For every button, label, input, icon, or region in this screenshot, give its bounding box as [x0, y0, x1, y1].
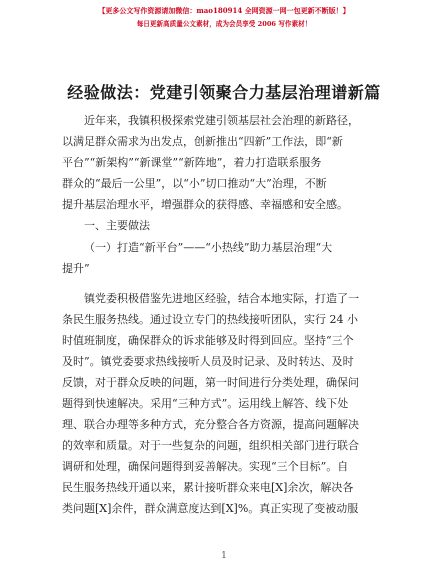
page-number: 1 — [221, 551, 227, 561]
body-line: 理、联合办理等多种方式，充分整合各方资源，提高问题解决 — [62, 418, 359, 431]
body-line: 条民生服务热线。通过设立专门的热线接听团队，实行 24 小 — [62, 313, 358, 326]
body-line: 反馈，对于群众反映的问题，第一时间进行分类处理，确保问 — [62, 376, 359, 389]
body-line: 题得到快速解决。采用“三种方式”。运用线上解答、线下处 — [62, 397, 349, 410]
promo-banner-line-1: 【更多公文写作资源请加微信：mao180914 全网资源一网一包更新不断版！】 — [98, 6, 350, 15]
subsection-heading: （一）打造“新平台”——“小热线”助力基层治理“大 — [84, 241, 333, 254]
body-line: 调研和处理，确保问题得到妥善解决。实现“三个目标”。自 — [62, 460, 349, 473]
body-line: 的效率和质量。对于一些复杂的问题，组织相关部门进行联合 — [62, 439, 359, 452]
body-line: 时值班制度，确保群众的诉求能够及时得到回应。坚持“三个 — [62, 334, 354, 347]
body-line: 平台”“新架构”“新课堂”“新阵地”，着力打造联系服务 — [62, 156, 322, 169]
body-line: 及时”。镇党委要求热线接听人员及时记录、及时转达、及时 — [62, 355, 354, 368]
body-line: 类问题[X]余件，群众满意度达到[X]%。真正实现了变被动服 — [62, 502, 359, 515]
body-line: 镇党委积极借鉴先进地区经验，结合本地实际，打造了一 — [84, 292, 359, 305]
document-title: 经验做法：党建引领聚合力基层治理谱新篇 — [67, 83, 381, 102]
body-line: 近年来，我镇积极探索党建引领基层社会治理的新路径， — [84, 114, 359, 127]
section-heading: 一、主要做法 — [84, 219, 150, 232]
body-line: 以满足群众需求为出发点，创新推出“四新”工作法，即“新 — [62, 135, 343, 148]
body-line: 提升基层治理水平，增强群众的获得感、幸福感和安全感。 — [62, 198, 348, 211]
body-line: 民生服务热线开通以来，累计接听群众来电[X]余次，解决各 — [62, 481, 354, 494]
body-line: 群众的“最后一公里”，以“小”切口推动“大”治理，不断 — [62, 177, 327, 190]
promo-banner-line-2: 每日更新高质量公文素材，成为会员享受 2006 写作素材！ — [136, 20, 312, 28]
subsection-heading-continued: 提升” — [62, 262, 90, 275]
